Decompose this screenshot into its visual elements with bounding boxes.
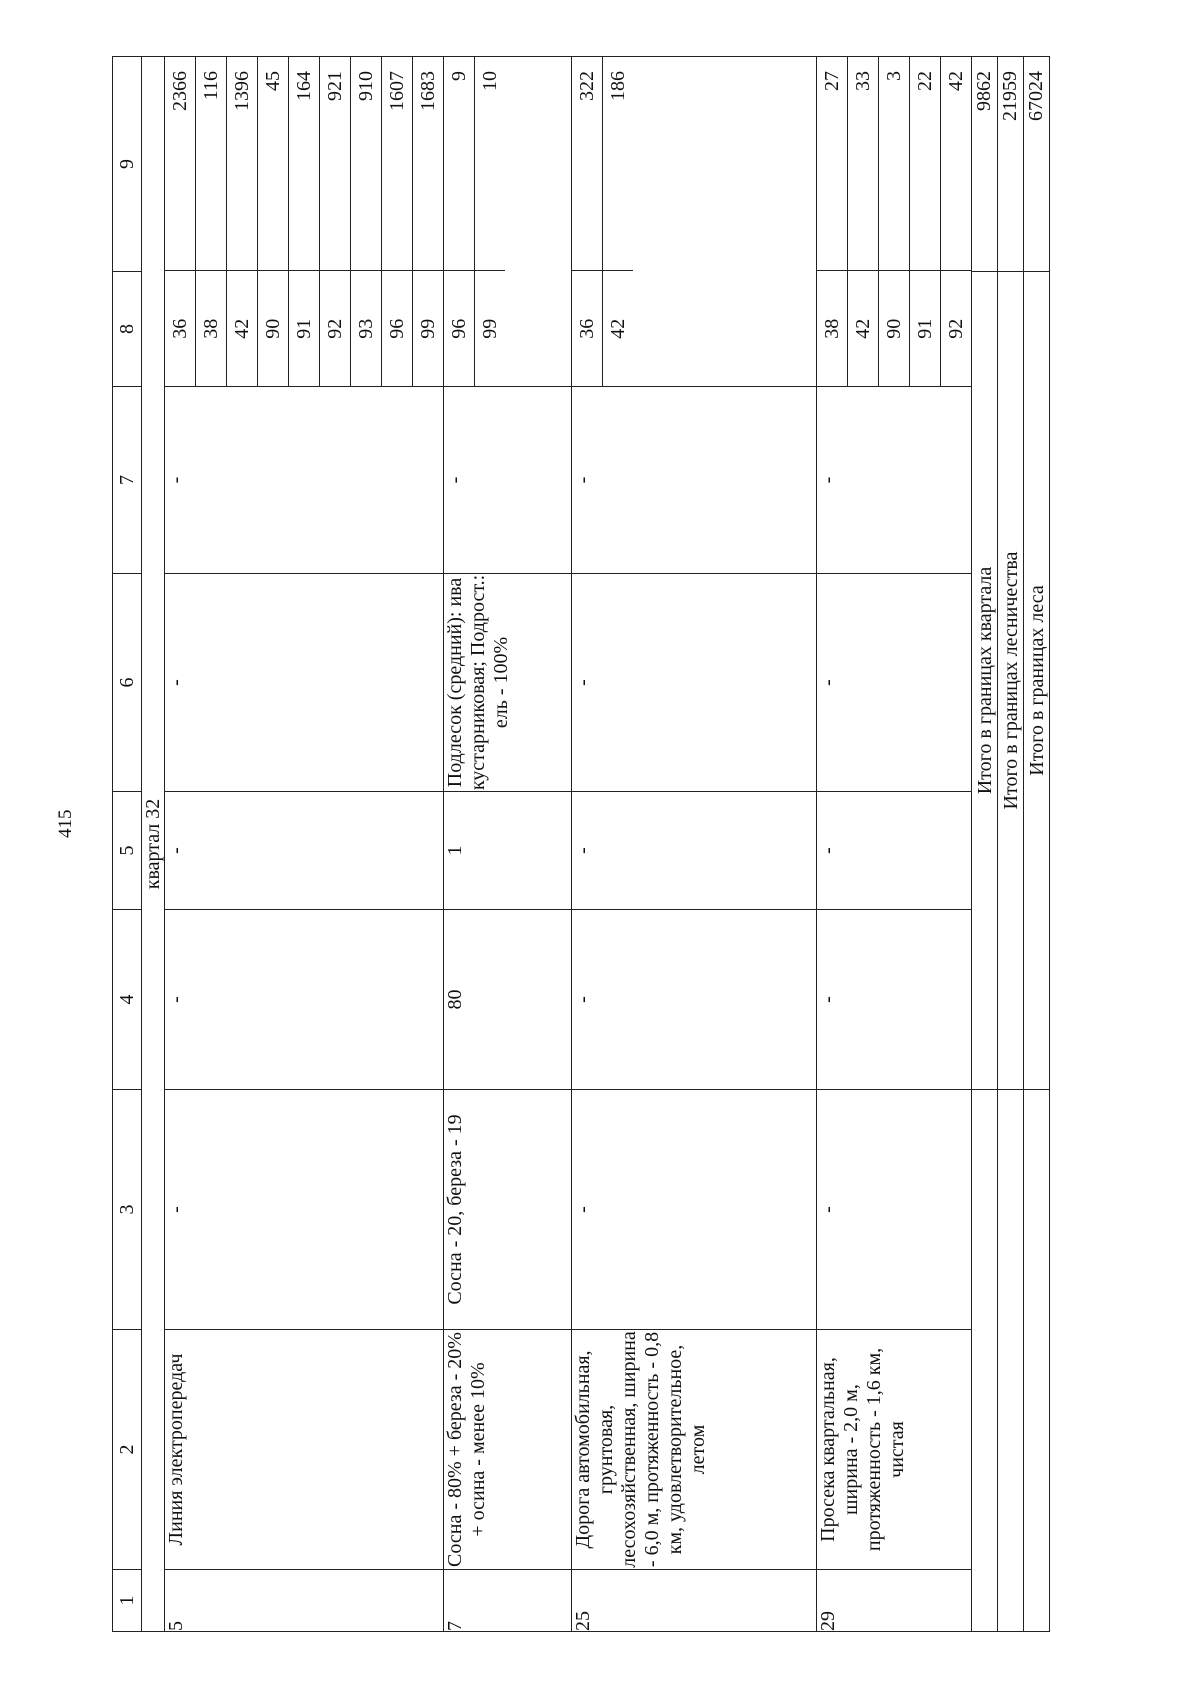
- total-spacer: [972, 1090, 998, 1330]
- cell-col6: -: [817, 574, 972, 792]
- row-number: 25: [572, 1570, 817, 1632]
- pair-value: 3: [879, 57, 910, 271]
- page-number: 415: [55, 809, 76, 838]
- cell-col3: -: [817, 1090, 972, 1330]
- total-label: Итого в границах квартала: [972, 272, 998, 1090]
- pair-row: [444, 57, 475, 386]
- cell-col5: 1: [444, 792, 572, 910]
- pair-value: 33: [848, 57, 879, 271]
- cell-col4: -: [817, 910, 972, 1090]
- cell-col4: 80: [444, 910, 572, 1090]
- pairs-cell: [817, 57, 972, 387]
- pairs-table: [444, 57, 505, 386]
- total-spacer: [998, 1570, 1024, 1632]
- cell-col7: -: [572, 387, 817, 574]
- pair-value: 22: [910, 57, 941, 271]
- quarter-label: квартал 32: [142, 57, 165, 1632]
- pair-row: [941, 57, 972, 386]
- header-cell: 6: [113, 574, 142, 792]
- total-spacer: [998, 1090, 1024, 1330]
- pair-value: 910: [351, 57, 382, 271]
- object-description: Сосна - 80% + береза - 20% + осина - менее 10%: [444, 1330, 572, 1570]
- cell-col4: -: [165, 910, 444, 1090]
- pair-key: 38: [817, 271, 848, 386]
- pair-row: [475, 57, 506, 386]
- pair-value: 322: [572, 57, 603, 271]
- total-row: [1024, 57, 1050, 1632]
- cell-col6: -: [165, 574, 444, 792]
- pair-key: 91: [910, 271, 941, 386]
- pairs-table: [165, 57, 443, 386]
- pair-row: [413, 57, 444, 386]
- pair-key: 42: [848, 271, 879, 386]
- table-row: [572, 57, 817, 1632]
- pair-value: 2366: [165, 57, 196, 271]
- header-cell: 7: [113, 387, 142, 574]
- header-cell: 4: [113, 910, 142, 1090]
- pair-key: 96: [444, 271, 475, 386]
- total-label: Итого в границах лесничества: [998, 272, 1024, 1090]
- pair-key: 96: [382, 271, 413, 386]
- header-cell: 5: [113, 792, 142, 910]
- pair-key: 38: [196, 271, 227, 386]
- cell-col7: -: [444, 387, 572, 574]
- header-cell: 3: [113, 1090, 142, 1330]
- pair-value: 164: [289, 57, 320, 271]
- cell-col3: -: [165, 1090, 444, 1330]
- pairs-cell: [444, 57, 572, 387]
- row-number: 7: [444, 1570, 572, 1632]
- cell-col6: -: [572, 574, 817, 792]
- pair-row: [817, 57, 848, 386]
- pair-row: [227, 57, 258, 386]
- pair-row: [603, 57, 634, 386]
- header-cell: 8: [113, 272, 142, 387]
- pair-row: [289, 57, 320, 386]
- total-spacer: [1024, 1570, 1050, 1632]
- pair-row: [382, 57, 413, 386]
- cell-col3: Сосна - 20, береза - 19: [444, 1090, 572, 1330]
- pair-row: [910, 57, 941, 386]
- pairs-cell: [572, 57, 817, 387]
- pairs-table: [817, 57, 971, 386]
- total-value: 9862: [972, 57, 998, 272]
- row-number: 29: [817, 1570, 972, 1632]
- total-value: 67024: [1024, 57, 1050, 272]
- pair-value: 1683: [417, 71, 439, 111]
- cell-col5: -: [817, 792, 972, 910]
- header-row: [113, 57, 142, 1632]
- total-value: 21959: [998, 57, 1024, 272]
- pair-key: 42: [227, 271, 258, 386]
- cell-col7: -: [165, 387, 444, 574]
- pair-value: 1396: [227, 57, 258, 271]
- header-cell: 2: [113, 1330, 142, 1570]
- row-number: 5: [165, 1570, 444, 1632]
- pair-key: 36: [572, 271, 603, 386]
- cell-col5: -: [165, 792, 444, 910]
- cell-col4: -: [572, 910, 817, 1090]
- pair-key: 36: [165, 271, 196, 386]
- object-description: Дорога автомобильная, грунтовая, лесохозяйственная, ширина - 6,0 м, протяженность - 0,8 км, удовлетворительное, летом: [572, 1330, 817, 1570]
- quarter-row: [142, 57, 165, 1632]
- table-row: [817, 57, 972, 1632]
- pair-value: 10: [479, 71, 501, 91]
- object-description: Просека квартальная, ширина - 2,0 м, протяженность - 1,6 км, чистая: [817, 1330, 972, 1570]
- header-cell: 1: [113, 1570, 142, 1632]
- pair-key: 99: [413, 271, 444, 386]
- pair-key: 93: [351, 271, 382, 386]
- cell-col3: -: [572, 1090, 817, 1330]
- pair-value: 27: [817, 57, 848, 271]
- pair-row: [320, 57, 351, 386]
- total-spacer: [972, 1330, 998, 1570]
- pair-key: 92: [320, 271, 351, 386]
- pair-row: [196, 57, 227, 386]
- total-spacer: [972, 1570, 998, 1632]
- header-cell: 9: [113, 57, 142, 272]
- table-row: [444, 57, 572, 1632]
- pair-value: 42: [945, 71, 967, 91]
- pair-row: [351, 57, 382, 386]
- pair-key: 92: [941, 271, 972, 386]
- total-row: [972, 57, 998, 1632]
- pair-value: 116: [196, 57, 227, 271]
- total-label: Итого в границах леса: [1024, 272, 1050, 1090]
- pair-row: [848, 57, 879, 386]
- total-spacer: [1024, 1330, 1050, 1570]
- cell-col6: Подлесок (средний): ива кустарниковая; Подрост.: ель - 100%: [444, 574, 572, 792]
- object-description: Линия электропередач: [165, 1330, 444, 1570]
- pairs-table: [572, 57, 633, 386]
- pair-value: 45: [258, 57, 289, 271]
- total-spacer: [1024, 1090, 1050, 1330]
- pair-value: 186: [607, 71, 629, 101]
- pairs-cell: [165, 57, 444, 387]
- pair-value: 921: [320, 57, 351, 271]
- pair-row: [572, 57, 603, 386]
- pair-key: 99: [475, 271, 506, 386]
- register-table: [112, 56, 1050, 1632]
- pair-row: [165, 57, 196, 386]
- pair-key: 42: [603, 271, 634, 386]
- cell-col5: -: [572, 792, 817, 910]
- total-row: [998, 57, 1024, 1632]
- pair-row: [879, 57, 910, 386]
- pair-row: [258, 57, 289, 386]
- pair-key: 90: [258, 271, 289, 386]
- table-row: [165, 57, 444, 1632]
- cell-col7: -: [817, 387, 972, 574]
- total-spacer: [998, 1330, 1024, 1570]
- pair-key: 90: [879, 271, 910, 386]
- rotated-table-container: [112, 57, 1062, 1632]
- pair-value: 9: [444, 57, 475, 271]
- pair-value: 1607: [382, 57, 413, 271]
- pair-key: 91: [289, 271, 320, 386]
